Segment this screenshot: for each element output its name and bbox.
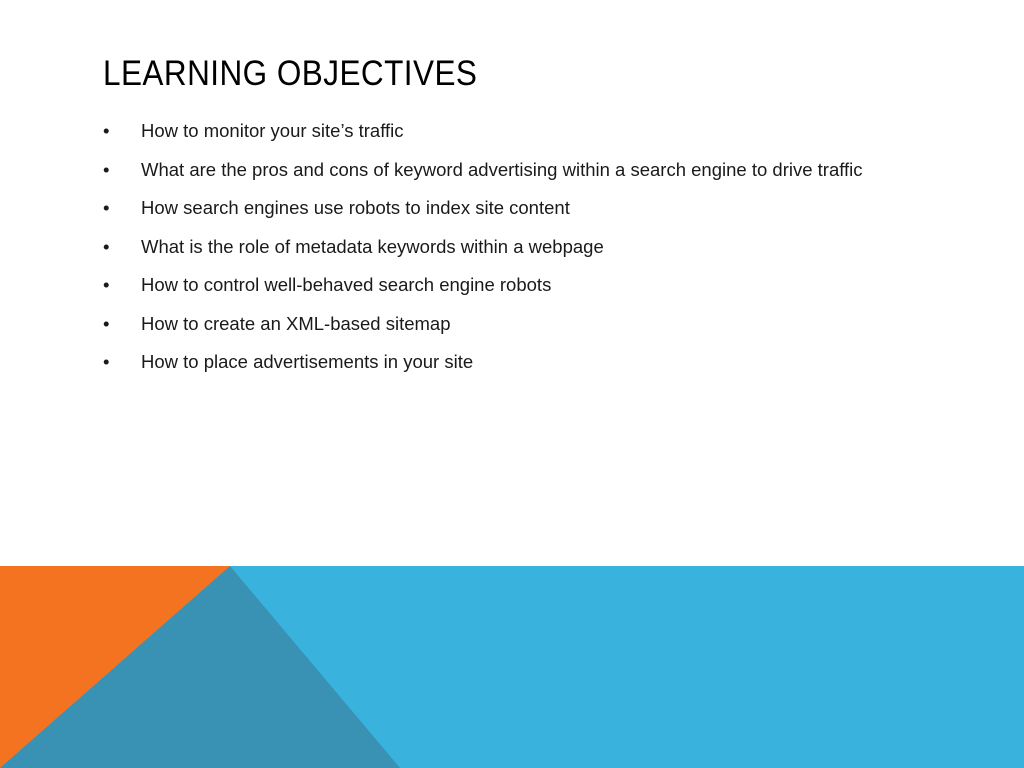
list-item-text: How to create an XML-based sitemap: [141, 312, 451, 334]
bullet-icon: •: [103, 235, 110, 257]
list-item-text: How to monitor your site’s traffic: [141, 120, 404, 141]
objectives-list: [103, 118, 933, 388]
list-item-text: What are the pros and cons of keyword advertising within a search engine to drive traffic: [141, 158, 863, 180]
list-item: [103, 234, 933, 260]
bullet-icon: •: [103, 312, 110, 334]
list-item: [103, 349, 933, 375]
list-item-text: How to control well-behaved search engine robots: [141, 274, 552, 295]
bullet-icon: •: [103, 274, 110, 295]
list-item-text: What is the role of metadata keywords within a webpage: [141, 235, 604, 257]
list-item: [103, 311, 933, 337]
list-item-text: How to place advertisements in your site: [141, 351, 474, 372]
bullet-icon: •: [103, 158, 110, 180]
decorative-footer-band: [0, 566, 1024, 768]
bullet-icon: •: [103, 351, 110, 372]
list-item: [103, 118, 933, 144]
list-item: [103, 272, 933, 298]
bullet-icon: •: [103, 197, 110, 218]
list-item: [103, 157, 933, 183]
list-item-text: How search engines use robots to index site content: [141, 197, 570, 218]
bullet-icon: •: [103, 120, 110, 141]
list-item: [103, 195, 933, 221]
slide-title: LEARNING OBJECTIVES: [103, 54, 478, 93]
